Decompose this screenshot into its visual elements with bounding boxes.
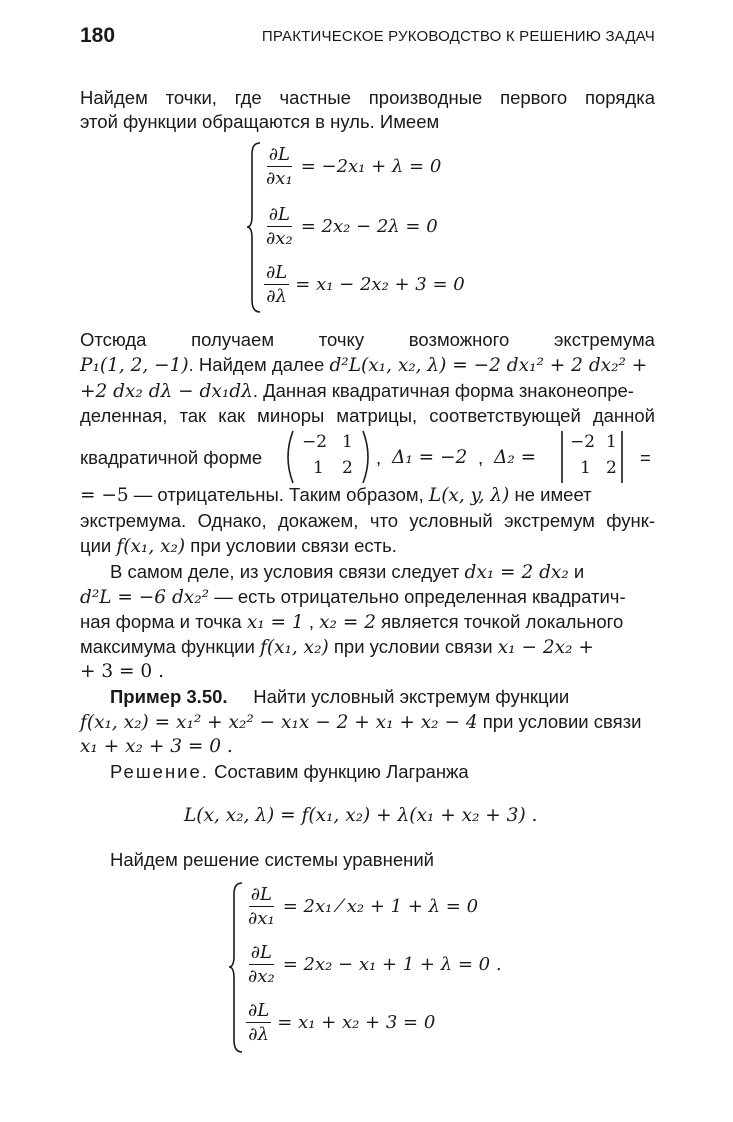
delta-1: Δ₁ = −2 xyxy=(392,447,468,468)
para3-line4 xyxy=(80,635,655,660)
matrix-a11: −2 xyxy=(302,432,328,452)
lagrange-function-formula: L(x, x₂, λ) = f(x₁, x₂) + λ(x₁ + x₂ + 3) . xyxy=(184,805,538,826)
para2-line2 xyxy=(80,353,655,378)
para2-line8 xyxy=(80,534,655,559)
text-span: ная форма и точка xyxy=(80,611,247,632)
determinant-a21: 1 xyxy=(580,458,591,478)
text-span: Найти условный экстремум функции xyxy=(253,686,570,707)
para1-line1: Найдем точки, где частные производные первого порядка xyxy=(80,87,655,108)
para3-line5: + 3 = 0 . xyxy=(80,661,164,682)
page-header xyxy=(80,24,655,54)
text-span: . Найдем далее xyxy=(188,354,330,375)
para3-line1 xyxy=(110,560,655,585)
determinant-a12: 1 xyxy=(606,432,617,452)
para2-line4: деленная, так как миноры матрицы, соответствующей данной xyxy=(80,405,655,426)
formula-span: x₂ = 2 xyxy=(319,612,377,633)
equation-rhs: = −2x₁ + λ = 0 xyxy=(300,156,442,177)
para2-line5-label: квадратичной форме xyxy=(80,447,263,468)
text-span: — есть отрицательно определенная квадратич- xyxy=(209,586,626,607)
equation-rhs: = 2x₁ ⁄ x₂ + 1 + λ = 0 xyxy=(282,896,479,917)
formula-span: f(x₁, x₂) = x₁² + x₂² − x₁x − 2 + x₁ + x₂ − 4 xyxy=(80,712,478,733)
system1-equation-1 xyxy=(264,144,441,189)
para2-line1 xyxy=(80,328,655,352)
text-span: является точкой локального xyxy=(376,611,624,632)
text-span: при условии связи есть. xyxy=(185,535,397,556)
text-span: . Данная квадратичная форма знаконеопре- xyxy=(252,380,634,401)
word: получаем xyxy=(191,329,275,350)
fraction-numerator: ∂L xyxy=(268,204,290,225)
fraction-denominator: ∂x₂ xyxy=(248,966,275,987)
fraction-denominator: ∂λ xyxy=(266,286,287,307)
comma: , xyxy=(376,447,382,468)
text-span: максимума функции xyxy=(80,636,260,657)
formula-span: x₁ = 1 xyxy=(246,612,304,633)
system1-equation-3 xyxy=(264,262,465,307)
text-span: при условии связи xyxy=(477,711,642,732)
system1-equation-2 xyxy=(264,204,438,249)
para2-line3 xyxy=(80,379,655,404)
formula-span: L(x, y, λ) xyxy=(428,485,510,506)
matrix-a21: 1 xyxy=(313,458,324,478)
system2-equation-2 xyxy=(246,942,502,987)
formula-span: x₁ − 2x₂ + xyxy=(497,637,594,658)
matrix-parentheses xyxy=(283,429,373,485)
equation-rhs: = 2x₂ − x₁ + 1 + λ = 0 . xyxy=(282,954,502,975)
fraction-numerator: ∂L xyxy=(248,1000,270,1021)
formula-span: f(x₁, x₂) xyxy=(116,536,186,557)
solution-label: Решение. xyxy=(110,761,209,782)
word: экстремума xyxy=(553,329,655,350)
second-differential: d²L(x₁, x₂, λ) = −2 dx₁² + 2 dx₂² + xyxy=(329,355,648,376)
equation-rhs: = x₁ + x₂ + 3 = 0 xyxy=(277,1012,436,1033)
system2-equation-1 xyxy=(246,884,478,929)
example-label: Пример 3.50. xyxy=(110,686,228,707)
example-line1 xyxy=(110,685,655,709)
matrix-a22: 2 xyxy=(342,458,353,478)
text-span: ции xyxy=(80,535,117,556)
formula-span: f(x₁, x₂) xyxy=(260,637,329,658)
fraction-denominator: ∂λ xyxy=(248,1024,269,1045)
para2-line6 xyxy=(80,483,655,508)
matrix-a12: 1 xyxy=(342,432,353,452)
word: точку xyxy=(318,329,365,350)
equation-rhs: = x₁ − 2x₂ + 3 = 0 xyxy=(295,274,465,295)
page-number: 180 xyxy=(80,24,116,47)
example-line3: x₁ + x₂ + 3 = 0 . xyxy=(80,736,233,757)
fraction-numerator: ∂L xyxy=(266,262,288,283)
determinant-a22: 2 xyxy=(606,458,617,478)
delta-2: Δ₂ = xyxy=(494,447,537,468)
text-span: Составим функцию Лагранжа xyxy=(208,761,469,782)
fraction-denominator: ∂x₁ xyxy=(248,908,275,929)
fraction-numerator: ∂L xyxy=(250,942,272,963)
solution-line xyxy=(110,760,655,784)
fraction-numerator: ∂L xyxy=(268,144,290,165)
formula-span: dx₁ = 2 dx₂ xyxy=(464,562,569,583)
running-title: ПРАКТИЧЕСКОЕ РУКОВОДСТВО К РЕШЕНИЮ ЗАДАЧ xyxy=(261,28,655,45)
determinant-a11: −2 xyxy=(570,432,596,452)
fraction-denominator: ∂x₂ xyxy=(266,228,293,249)
text-span: В самом деле, из условия связи следует xyxy=(110,561,465,582)
formula-span: +2 dx₂ dλ − dx₁dλ xyxy=(80,381,253,402)
para1-line2: этой функции обращаются в нуль. Имеем xyxy=(80,111,440,132)
point-p1: P₁(1, 2, −1) xyxy=(80,355,189,376)
text-span: не имеет xyxy=(509,484,592,505)
equation-rhs: = 2x₂ − 2λ = 0 xyxy=(300,216,438,237)
text-span: и xyxy=(568,561,585,582)
para3-line3 xyxy=(80,610,655,635)
example-line2 xyxy=(80,710,655,735)
comma: , xyxy=(478,447,484,468)
left-brace-icon xyxy=(246,140,264,315)
left-brace-icon xyxy=(228,880,246,1055)
formula-span: = −5 xyxy=(80,485,129,506)
formula-span: d²L = −6 dx₂² xyxy=(80,587,210,608)
fraction-denominator: ∂x₁ xyxy=(266,168,293,189)
para2-line7: экстремума. Однако, докажем, что условный экстремум функ- xyxy=(80,510,655,531)
word: Отсюда xyxy=(80,329,147,350)
text-span: — отрицательны. Таким образом, xyxy=(128,484,429,505)
equals-sign: = xyxy=(640,447,651,468)
para3-line2 xyxy=(80,585,655,610)
text-span: при условии связи xyxy=(328,636,498,657)
system-of-equations-2 xyxy=(228,880,548,1055)
system2-equation-3 xyxy=(246,1000,435,1045)
fraction-numerator: ∂L xyxy=(250,884,272,905)
solution-next-line: Найдем решение системы уравнений xyxy=(110,849,434,870)
word: возможного xyxy=(408,329,510,350)
system-of-equations-1 xyxy=(246,140,546,315)
text-span: , xyxy=(303,611,320,632)
